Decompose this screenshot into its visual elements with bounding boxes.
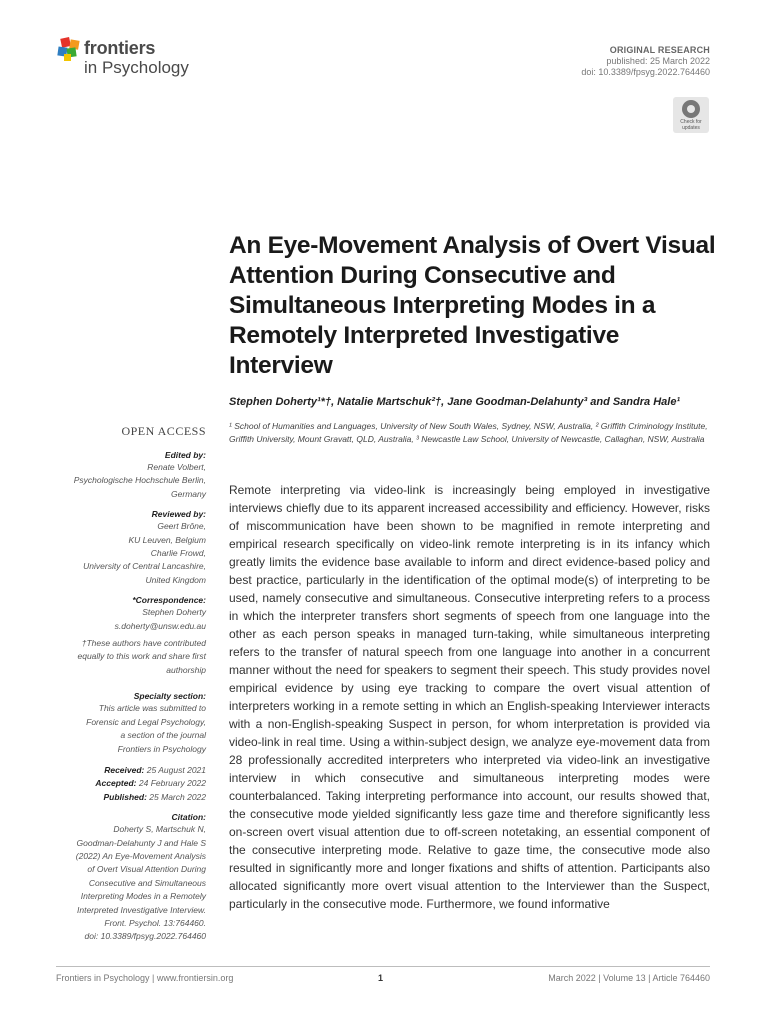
abstract-text: Remote interpreting via video-link is increasingly being employed in investigative interviews chiefly due to its apparent increased accessibility and efficiency. However, risks of miscommunication have been shown to be magnified in remote interpreting and empirical research specifically on video-link remote interpreting is in its infancy which greatly limits the evidence base available to inform and direct evidence-based policy and best practice, particularly in the identification of the optimal mode(s) of interpreting to be used, namely consecutive and simultaneous. Consecutive interpreting refers to a process in which the interpreter transfers short segments of speech from one language into the other as each person speaks in managed turn-taking, while simultaneous interpreting refers to the transfer of natural speech from one language into another in a concurrent manner without the need for speakers to segment their speech. This study provides novel empirical evidence by using eye tracking to compare the overt visual attention of interpreters working in a remote setting in which an English-speaking Interviewer interacts with a non-English-speaking Suspect in person, for whom interpretation is provided via video-link in real time. Using a within-subject design, we analyze eye-movement data from 28 professionally accredited interpreters who interpreted via video-link an investigative interview in which consecutive and simultaneous interpreting modes were counterbalanced. Taking interpreting performance into account, our results showed that, the consecutive mode yielded significantly less gaze time and therefore significantly less on-screen overt visual attention due to off-screen notetaking, an essential component of the consecutive interpreting mode. Relative to gaze time, the consecutive mode also resulted in significantly more and longer fixations and shifts of attention. Participants also allocated significantly more overt visual attention to the Interviewer than the Suspect, particularly in the consecutive mode. Furthermore, we found informative xyxy=(229,483,710,911)
reviewer-line: United Kingdom xyxy=(145,574,206,585)
accepted-value: 24 February 2022 xyxy=(138,778,206,789)
citation-line: Interpreting Modes in a Remotely xyxy=(80,891,206,902)
article-meta xyxy=(581,45,710,78)
editor-line: Renate Volbert, xyxy=(147,462,206,472)
edited-by-label: Edited by: xyxy=(164,450,206,460)
citation-label: Citation: xyxy=(171,812,206,823)
published-value: 25 March 2022 xyxy=(149,791,206,802)
check-for-updates-badge[interactable] xyxy=(673,97,709,133)
accepted-label: Accepted: xyxy=(95,778,137,789)
crossmark-label: Check for updates xyxy=(680,119,702,131)
equal-contribution-note: authorship xyxy=(166,664,206,675)
author-list: Stephen Doherty¹*†, Natalie Martschuk²†, Jane Goodman-Delahunty³ and Sandra Hale¹ xyxy=(229,396,681,408)
footer-issue-info: March 2022 | Volume 13 | Article 764460 xyxy=(548,973,710,983)
frontiers-logo-icon xyxy=(56,36,82,62)
footer-journal-link[interactable]: Frontiers in Psychology | www.frontiersin.org xyxy=(56,973,234,983)
editor-line: Psychologische Hochschule Berlin, xyxy=(73,475,206,486)
reviewer-line: Charlie Frowd, xyxy=(150,548,206,559)
published-label: Published: xyxy=(103,791,147,802)
page-number: 1 xyxy=(378,973,384,983)
journal-name: in Psychology xyxy=(84,58,189,77)
received-date xyxy=(40,764,206,777)
specialty-line: a section of the journal xyxy=(120,730,206,741)
citation-line: Front. Psychol. 13:764460. xyxy=(104,917,206,928)
citation-line: Goodman-Delahunty J and Hale S xyxy=(76,837,206,848)
article-doi[interactable]: doi: 10.3389/fpsyg.2022.764460 xyxy=(581,67,710,77)
citation-line: of Overt Visual Attention During xyxy=(87,864,206,875)
logo-word: frontiers xyxy=(84,38,156,58)
correspondence-name: Stephen Doherty xyxy=(142,607,206,618)
citation-line: (2022) An Eye-Movement Analysis xyxy=(75,850,206,861)
equal-contribution-note: †These authors have contributed xyxy=(81,638,206,649)
specialty-line: This article was submitted to xyxy=(98,703,206,714)
citation-doi[interactable]: doi: 10.3389/fpsyg.2022.764460 xyxy=(84,931,206,942)
citation-line: Doherty S, Martschuk N, xyxy=(113,824,206,835)
crossmark-icon xyxy=(682,100,700,118)
article-title: An Eye-Movement Analysis of Overt Visual Attention During Consecutive and Simultaneous Interpreting Modes in a Remotely Interpreted Investigative Interview xyxy=(229,232,716,379)
footer-divider xyxy=(56,966,710,967)
reviewer-line: Geert Brône, xyxy=(157,521,206,532)
published-date-sidebar xyxy=(40,791,206,804)
reviewer-line: KU Leuven, Belgium xyxy=(128,534,206,545)
reviewed-by-label: Reviewed by: xyxy=(151,509,206,520)
specialty-line: Frontiers in Psychology xyxy=(117,743,206,754)
citation-line: Interpreted Investigative Interview. xyxy=(77,904,206,915)
editor-line: Germany xyxy=(171,488,206,499)
article-info-sidebar xyxy=(40,424,206,944)
article-type: ORIGINAL RESEARCH xyxy=(609,45,710,55)
accepted-date xyxy=(40,777,206,790)
open-access-label: OPEN ACCESS xyxy=(121,424,206,438)
received-value: 25 August 2021 xyxy=(146,764,206,775)
affiliations: ¹ School of Humanities and Languages, University of New South Wales, Sydney, NSW, Australia, ² Griffith Criminology Institute, Griffith University, Mount Gravatt, QLD, Australia, ³ Newcastle Law School, University of Newcastle, Callaghan, NSW, Australia xyxy=(229,421,708,444)
published-date: published: 25 March 2022 xyxy=(606,56,710,66)
correspondence-email[interactable]: s.doherty@unsw.edu.au xyxy=(114,620,206,631)
journal-logo xyxy=(56,34,256,82)
received-label: Received: xyxy=(104,764,145,775)
equal-contribution-note: equally to this work and share first xyxy=(77,651,206,662)
specialty-section-label: Specialty section: xyxy=(133,691,206,702)
specialty-line: Forensic and Legal Psychology, xyxy=(86,716,206,727)
citation-line: Consecutive and Simultaneous xyxy=(88,877,206,888)
correspondence-label: *Correspondence: xyxy=(132,595,206,606)
reviewer-line: University of Central Lancashire, xyxy=(83,561,206,572)
